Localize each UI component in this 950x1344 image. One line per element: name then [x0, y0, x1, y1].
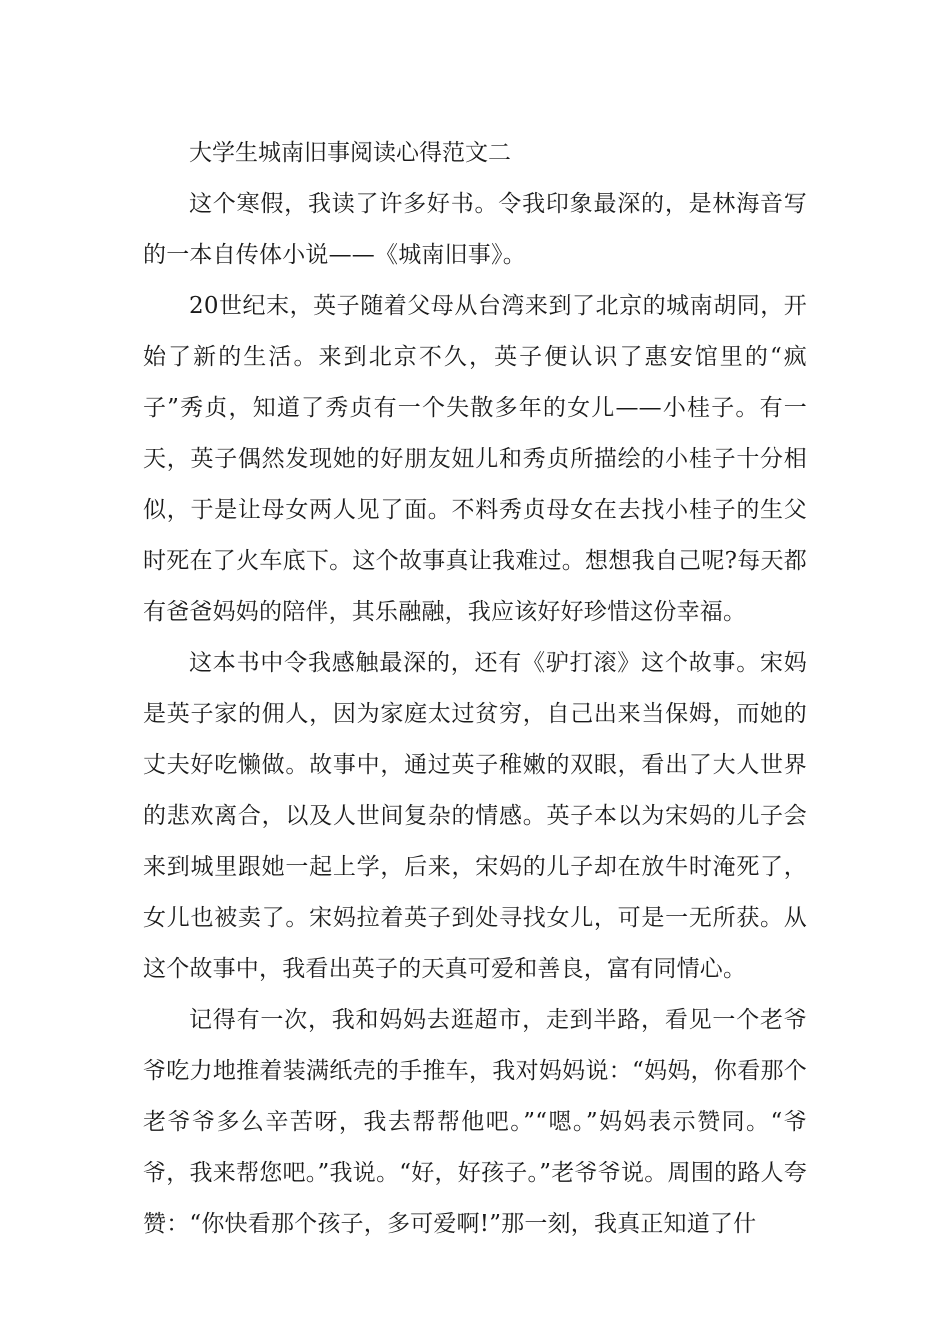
- document-title: 大学生城南旧事阅读心得范文二: [189, 140, 511, 166]
- paragraph-1: 这个寒假，我读了许多好书。令我印象最深的，是林海音写的一本自传体小说——《城南旧事》。: [143, 191, 807, 268]
- paragraph-3: 这本书中令我感触最深的，还有《驴打滚》这个故事。宋妈是英子家的佣人，因为家庭太过贫穷，自己出来当保姆，而她的丈夫好吃懒做。故事中，通过英子稚嫩的双眼，看出了大人世界的悲欢离合，以及人世间复杂的情感。英子本以为宋妈的儿子会来到城里跟她一起上学，后来，宋妈的儿子却在放牛时淹死了，女儿也被卖了。宋妈拉着英子到处寻找女儿，可是一无所获。从这个故事中，我看出英子的天真可爱和善良，富有同情心。: [143, 650, 807, 982]
- paragraph-2: 20世纪末，英子随着父母从台湾来到了北京的城南胡同，开始了新的生活。来到北京不久，英子便认识了惠安馆里的“疯子”秀贞，知道了秀贞有一个失散多年的女儿——小桂子。有一天，英子偶然发现她的好朋友妞儿和秀贞所描绘的小桂子十分相似，于是让母女两人见了面。不料秀贞母女在去找小桂子的生父时死在了火车底下。这个故事真让我难过。想想我自己呢?每天都有爸爸妈妈的陪伴，其乐融融，我应该好好珍惜这份幸福。: [143, 293, 807, 625]
- paragraph-4: 记得有一次，我和妈妈去逛超市，走到半路，看见一个老爷爷吃力地推着装满纸壳的手推车，我对妈妈说：“妈妈，你看那个老爷爷多么辛苦呀，我去帮帮他吧。”“嗯。”妈妈表示赞同。“爷爷，我来帮您吧。”我说。“好，好孩子。”老爷爷说。周围的路人夸赞：“你快看那个孩子，多可爱啊!”那一刻，我真正知道了什: [143, 1007, 807, 1237]
- document-body: [143, 128, 807, 1250]
